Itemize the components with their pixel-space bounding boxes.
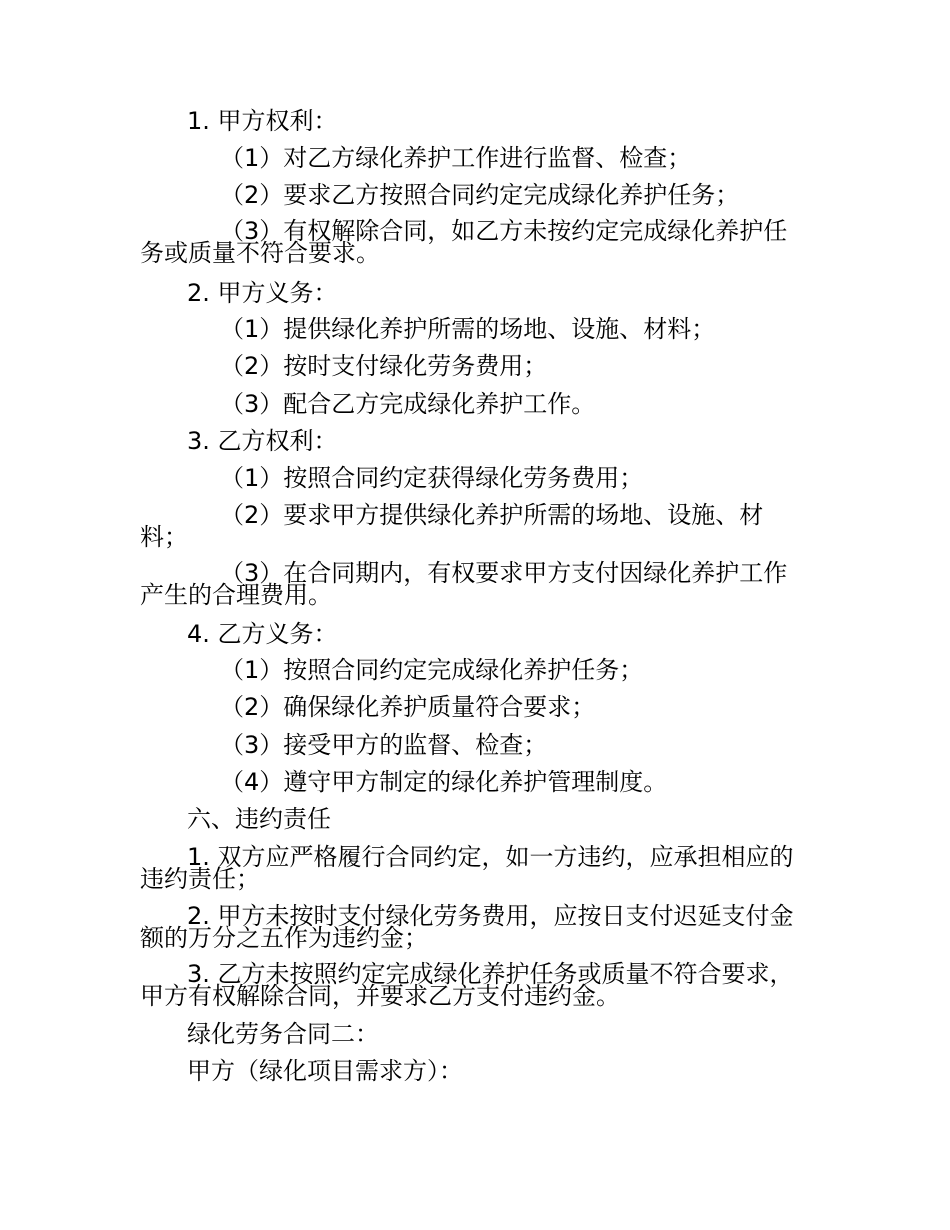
party-b-right-3-line2: 产生的合理费用。 bbox=[140, 581, 332, 609]
party-a-right-3-line1: （3）有权解除合同，如乙方未按约定完成绿化养护任 bbox=[220, 217, 788, 245]
liability-clause-2 bbox=[140, 902, 830, 952]
party-a-right-1: （1）对乙方绿化养护工作进行监督、检查； bbox=[220, 144, 692, 172]
liability-clause-1-line2: 违约责任； bbox=[140, 865, 260, 893]
party-a-duty-3: （3）配合乙方完成绿化养护工作。 bbox=[220, 390, 596, 418]
party-b-duty-2: （2）确保绿化养护质量符合要求； bbox=[220, 693, 596, 721]
party-a-right-2: （2）要求乙方按照合同约定完成绿化养护任务； bbox=[220, 181, 740, 209]
item-party-a-duties-heading: 2. 甲方义务： bbox=[187, 279, 338, 307]
party-b-right-3 bbox=[140, 559, 830, 609]
party-b-right-2-line1: （2）要求甲方提供绿化养护所需的场地、设施、材 bbox=[220, 501, 764, 529]
party-a-right-3 bbox=[140, 217, 830, 267]
liability-clause-3-line2: 甲方有权解除合同，并要求乙方支付违约金。 bbox=[140, 982, 620, 1010]
party-a-right-3-line2: 务或质量不符合要求。 bbox=[140, 239, 380, 267]
liability-clause-3-line1: 3. 乙方未按照约定完成绿化养护任务或质量不符合要求， bbox=[187, 960, 794, 988]
item-party-b-duties-heading: 4. 乙方义务： bbox=[187, 620, 338, 648]
contract-two-heading: 绿化劳务合同二： bbox=[187, 1020, 379, 1048]
party-b-right-3-line1: （3）在合同期内，有权要求甲方支付因绿化养护工作 bbox=[220, 559, 788, 587]
liability-clause-2-line1: 2. 甲方未按时支付绿化劳务费用，应按日支付迟延支付金 bbox=[187, 902, 794, 930]
item-party-b-rights-heading: 3. 乙方权利： bbox=[187, 427, 338, 455]
liability-clause-1 bbox=[140, 843, 830, 893]
liability-clause-3 bbox=[140, 960, 830, 1010]
party-a-duty-1: （1）提供绿化养护所需的场地、设施、材料； bbox=[220, 315, 716, 343]
item-party-a-rights-heading: 1. 甲方权利： bbox=[187, 107, 338, 135]
liability-clause-2-line2: 额的万分之五作为违约金； bbox=[140, 924, 428, 952]
party-b-duty-1: （1）按照合同约定完成绿化养护任务； bbox=[220, 656, 644, 684]
party-b-right-1: （1）按照合同约定获得绿化劳务费用； bbox=[220, 464, 644, 492]
party-a-duty-2: （2）按时支付绿化劳务费用； bbox=[220, 352, 548, 380]
party-a-label: 甲方（绿化项目需求方）： bbox=[187, 1057, 463, 1085]
party-b-right-2-line2: 料； bbox=[140, 523, 188, 551]
party-b-right-2 bbox=[140, 501, 830, 551]
liability-clause-1-line1: 1. 双方应严格履行合同约定，如一方违约，应承担相应的 bbox=[187, 843, 794, 871]
party-b-duty-4: （4）遵守甲方制定的绿化养护管理制度。 bbox=[220, 768, 668, 796]
party-b-duty-3: （3）接受甲方的监督、检查； bbox=[220, 731, 548, 759]
section-liability-heading: 六、违约责任 bbox=[187, 805, 331, 833]
